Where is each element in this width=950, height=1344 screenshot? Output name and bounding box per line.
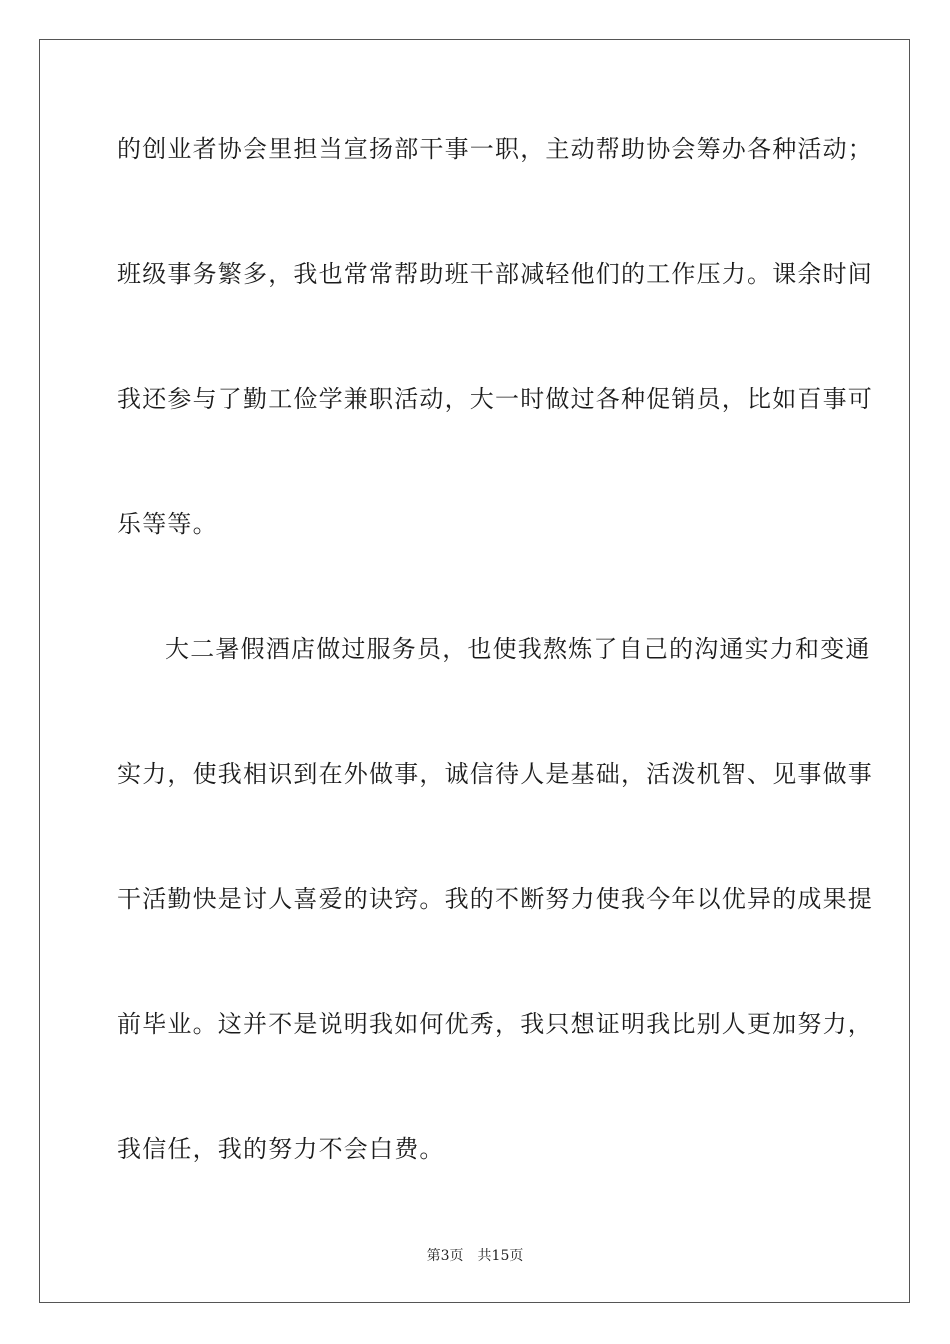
- text-line: 前毕业。这并不是说明我如何优秀，我只想证明我比别人更加努力，: [117, 1010, 873, 1038]
- page-footer: [0, 1246, 950, 1266]
- text-line: 乐等等。: [117, 510, 218, 538]
- text-line: 干活勤快是讨人喜爱的诀窍。我的不断努力使我今年以优异的成果提: [117, 885, 873, 913]
- text-line: 我信任，我的努力不会白费。: [117, 1135, 445, 1163]
- page-number: 第3页: [426, 1248, 464, 1264]
- text-line: 班级事务繁多，我也常常帮助班干部减轻他们的工作压力。课余时间: [117, 260, 873, 288]
- text-line: 实力，使我相识到在外做事，诚信待人是基础，活泼机智、见事做事: [117, 760, 873, 788]
- page-border: [39, 39, 910, 1303]
- paragraph-start-line: 大二暑假酒店做过服务员，也使我熬炼了自己的沟通实力和变通: [165, 635, 871, 663]
- text-line: 的创业者协会里担当宣扬部干事一职，主动帮助协会筹办各种活动；: [117, 135, 873, 163]
- text-line: 我还参与了勤工俭学兼职活动，大一时做过各种促销员，比如百事可: [117, 385, 873, 413]
- page-total: 共15页: [477, 1248, 524, 1264]
